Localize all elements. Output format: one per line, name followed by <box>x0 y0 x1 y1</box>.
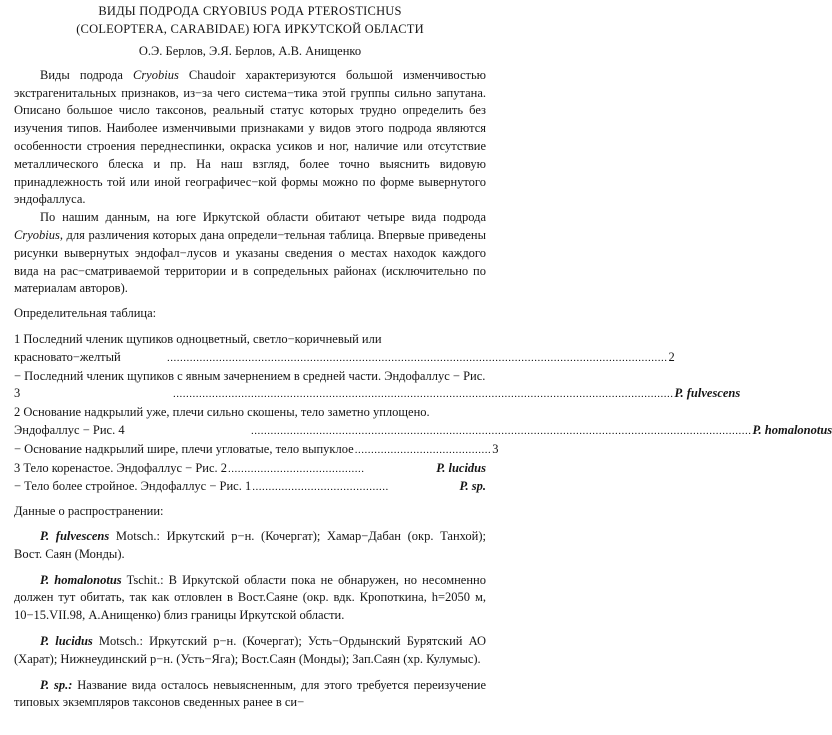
key-target: 3 <box>492 441 499 456</box>
leader-dots: .......................................................................................................................................................... <box>173 388 674 401</box>
species-name: P. lucidus <box>40 633 93 648</box>
leader-dots: .......................................................................................................................................................... <box>167 351 668 364</box>
distribution-heading: Данные о распространении: <box>14 504 164 519</box>
distribution-fulvescens: P. fulvescens Motsch.: Иркутский р−н. (Кочергат); Хамар−Дабан (окр. Танхой); Вост. Саян (Монды). <box>14 528 486 561</box>
species-name: P. sp.: <box>40 677 73 692</box>
key-couplet-3b: − Тело более стройное. Эндофаллус − Рис. 1 .......................................... P. sp. <box>14 478 486 497</box>
key-species: P. fulvescens <box>674 386 741 401</box>
identification-key <box>14 331 832 497</box>
key-couplet-1b-end <box>14 385 741 404</box>
distribution-homalonotus: P. homalonotus Tschit.: В Иркутской области пока не обнаружен, но несомненно должен тут обитать, так как отловлен в Вост.Саяне (окр. вдк. Кропоткина, h=2050 м, 10−15.VII.98, А.Анищенко) близ границы Иркутской области. <box>14 572 486 623</box>
intro-paragraph-1: Виды подрода Cryobius Chaudoir характеризуются большой изменчивостью экстрагенитальных признаков, из−за чего система−тика этой группы сильно запутана. Описано большое число таксонов, реальный статус которых трудно определить без изучения типов. Наиболее изменчивыми признаками у видов этого подрода являются особенности строения переднеспинки, окраска усиков и ног, наличие или отсутствие металлического блеска и пр. На наш взгляд, более точно выяснить видовую принадлежность той или иной географичес−кой формы можно по форме вывернутого эндофаллуса. <box>14 67 486 207</box>
key-couplet-2b: − Основание надкрылий шире, плечи угловатые, тело выпуклое .......................................... 3 <box>14 441 486 460</box>
key-species: P. homalonotus <box>752 422 832 437</box>
article-title-line-1: ВИДЫ ПОДРОДА CRYOBIUS РОДА PTEROSTICHUS <box>98 4 402 18</box>
article-page <box>14 2 832 712</box>
key-couplet-1a: 1 Последний членик щупиков одноцветный, светло−коричневый или красновато−желтый <box>14 331 382 364</box>
distribution-sp: P. sp.: Название вида осталось невыясненным, для этого требуется переизучение типовых экземпляров таксонов сведенных ранее в си− <box>14 677 486 710</box>
article-title-line-2: (COLEOPTERA, CARABIDAE) ЮГА ИРКУТСКОЙ ОБЛАСТИ <box>76 22 424 36</box>
key-couplet-1b: − Последний членик щупиков с явным зачернением в средней части. Эндофаллус − Рис. 3 <box>14 368 486 401</box>
leader-dots: .......................................... <box>252 481 389 494</box>
key-target: 2 <box>668 349 675 364</box>
key-couplet-2a: 2 Основание надкрылий уже, плечи сильно скошены, тело заметно уплощено. Эндофаллус − Рис. 4 <box>14 405 430 437</box>
species-name: P. fulvescens <box>40 528 110 543</box>
species-name: P. homalonotus <box>40 572 122 587</box>
intro-paragraph-2: По нашим данным, на юге Иркутской области обитают четыре вида подрода Cryobius, для различения которых дана определи−тельная таблица. Впервые приведены рисунки вывернутых эндофал−лусов и указаны сведения о местах находок каждого вида на рас−сматриваемой территории и в сопредельных районах (исключительно по материалам авторов). <box>14 210 486 296</box>
leader-dots: .......................................... <box>228 462 365 475</box>
key-species: P. lucidus <box>436 460 486 475</box>
key-couplet-3a: 3 Тело коренастое. Эндофаллус − Рис. 2 .......................................... P. lucidus <box>14 460 486 479</box>
article-authors: О.Э. Берлов, Э.Я. Берлов, А.В. Анищенко <box>138 44 362 58</box>
key-heading: Определительная таблица: <box>14 306 157 321</box>
distribution-lucidus: P. lucidus Motsch.: Иркутский р−н. (Кочергат); Усть−Ордынский Бурятский АО (Харат); Нижнеудинский р−н. (Усть−Яга); Вост.Саян (Монды); Зап.Саян (хр. Кулумыс). <box>14 633 486 666</box>
key-species: P. sp. <box>459 479 486 494</box>
genus-name: Cryobius, <box>14 227 63 242</box>
leader-dots: .......................................................................................................................................................... <box>251 424 752 437</box>
leader-dots: .......................................... <box>354 443 492 456</box>
genus-name: Cryobius <box>132 67 179 82</box>
